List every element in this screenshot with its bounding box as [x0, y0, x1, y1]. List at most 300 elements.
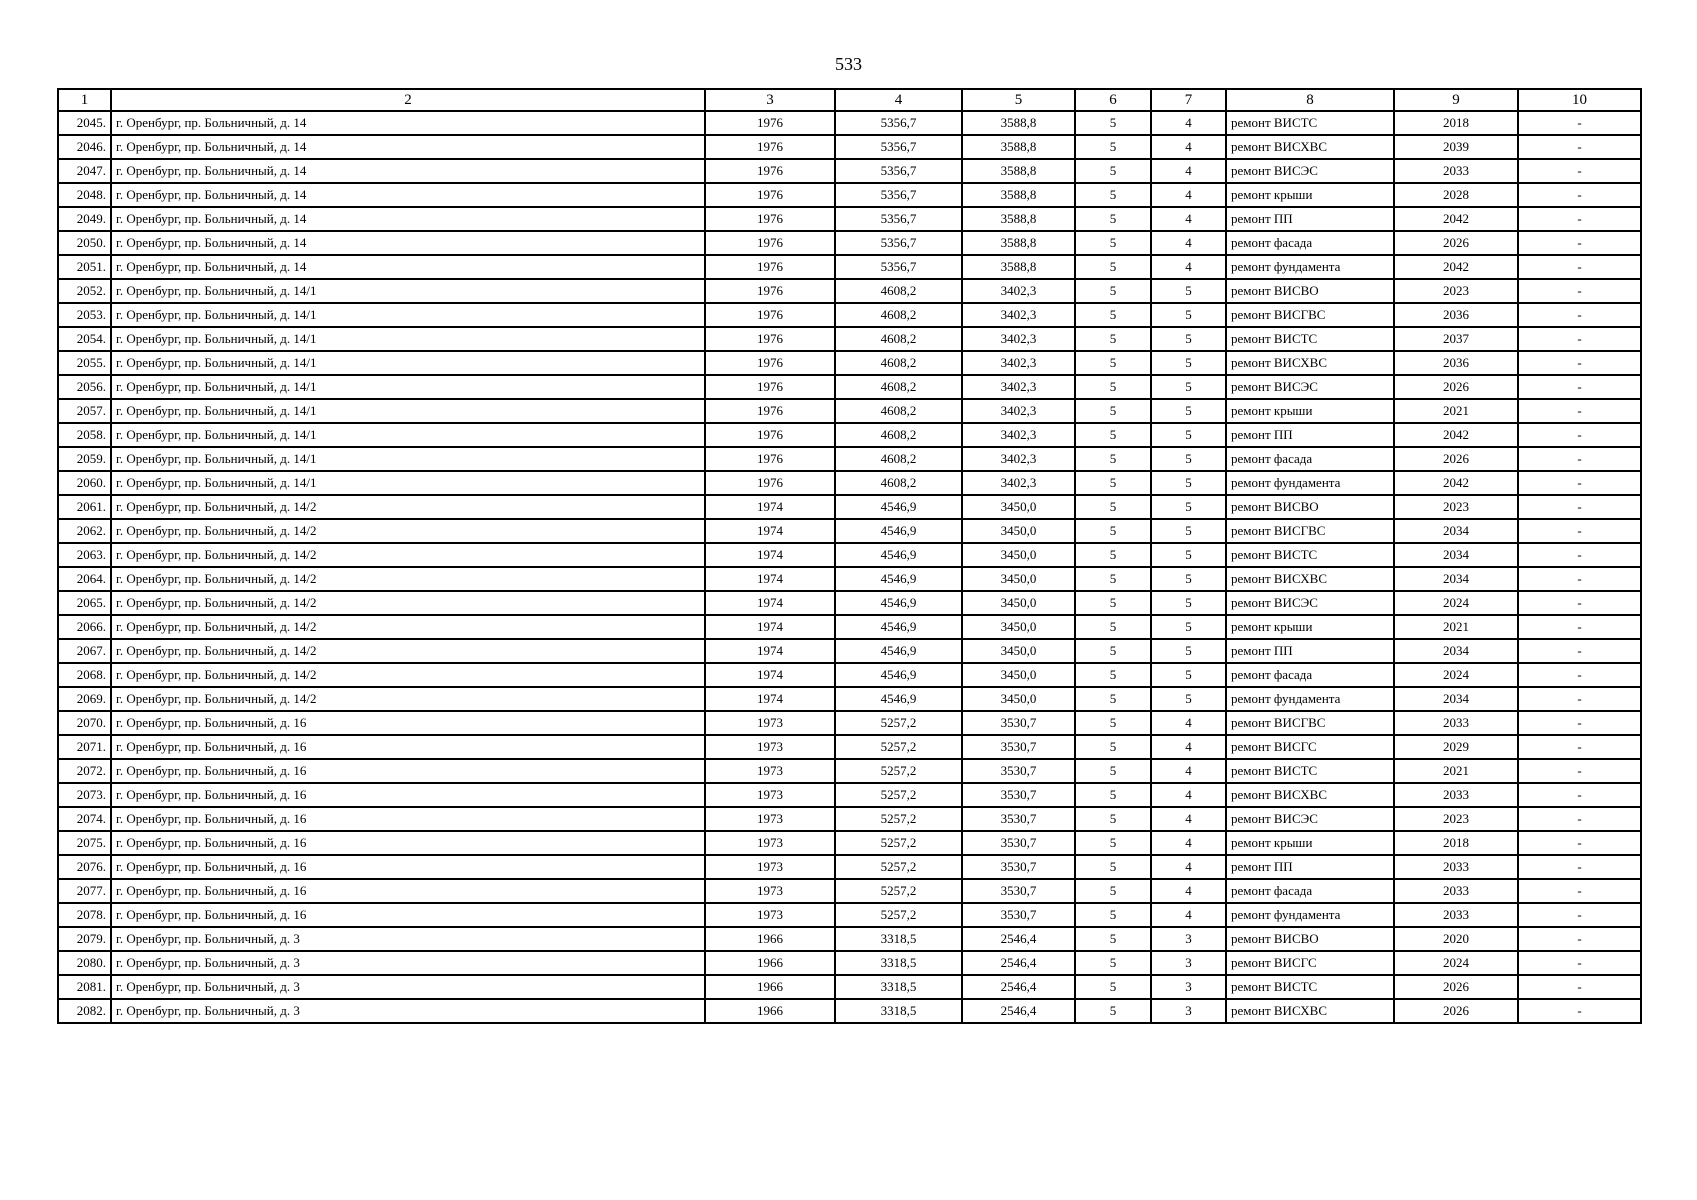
cell-year-built: 1974 [705, 663, 835, 687]
cell-entrances: 5 [1151, 447, 1226, 471]
cell-living-area: 3450,0 [962, 567, 1075, 591]
cell-entrances: 5 [1151, 423, 1226, 447]
cell-row-number: 2080. [58, 951, 111, 975]
cell-year-built: 1966 [705, 975, 835, 999]
cell-living-area: 2546,4 [962, 951, 1075, 975]
cell-floors: 5 [1075, 159, 1151, 183]
cell-living-area: 3530,7 [962, 759, 1075, 783]
cell-row-number: 2049. [58, 207, 111, 231]
cell-year-built: 1976 [705, 183, 835, 207]
cell-floors: 5 [1075, 639, 1151, 663]
table-row [58, 447, 1641, 471]
cell-living-area: 3530,7 [962, 855, 1075, 879]
cell-floors: 5 [1075, 543, 1151, 567]
cell-year-built: 1974 [705, 519, 835, 543]
cell-work-type: ремонт ПП [1226, 423, 1394, 447]
table-row [58, 903, 1641, 927]
cell-year-built: 1976 [705, 399, 835, 423]
cell-address: г. Оренбург, пр. Больничный, д. 3 [111, 927, 705, 951]
cell-entrances: 3 [1151, 927, 1226, 951]
cell-planned-year: 2039 [1394, 135, 1518, 159]
cell-total-area: 4608,2 [835, 375, 962, 399]
cell-year-built: 1976 [705, 471, 835, 495]
cell-row-number: 2058. [58, 423, 111, 447]
cell-floors: 5 [1075, 231, 1151, 255]
cell-floors: 5 [1075, 567, 1151, 591]
cell-note: - [1518, 855, 1641, 879]
table-row [58, 471, 1641, 495]
cell-work-type: ремонт фасада [1226, 447, 1394, 471]
cell-year-built: 1976 [705, 375, 835, 399]
table-row [58, 855, 1641, 879]
cell-floors: 5 [1075, 975, 1151, 999]
cell-planned-year: 2026 [1394, 447, 1518, 471]
cell-note: - [1518, 495, 1641, 519]
cell-work-type: ремонт ВИСЭС [1226, 375, 1394, 399]
cell-year-built: 1974 [705, 615, 835, 639]
cell-address: г. Оренбург, пр. Больничный, д. 16 [111, 879, 705, 903]
cell-living-area: 3588,8 [962, 207, 1075, 231]
cell-row-number: 2073. [58, 783, 111, 807]
cell-entrances: 3 [1151, 975, 1226, 999]
cell-entrances: 5 [1151, 687, 1226, 711]
cell-planned-year: 2021 [1394, 615, 1518, 639]
cell-planned-year: 2036 [1394, 351, 1518, 375]
cell-floors: 5 [1075, 255, 1151, 279]
cell-floors: 5 [1075, 903, 1151, 927]
cell-planned-year: 2036 [1394, 303, 1518, 327]
cell-year-built: 1976 [705, 423, 835, 447]
table-row [58, 663, 1641, 687]
cell-row-number: 2082. [58, 999, 111, 1023]
cell-total-area: 4608,2 [835, 399, 962, 423]
cell-planned-year: 2026 [1394, 975, 1518, 999]
cell-year-built: 1976 [705, 327, 835, 351]
cell-note: - [1518, 591, 1641, 615]
cell-year-built: 1973 [705, 807, 835, 831]
cell-note: - [1518, 111, 1641, 135]
cell-floors: 5 [1075, 807, 1151, 831]
cell-living-area: 3402,3 [962, 423, 1075, 447]
cell-entrances: 5 [1151, 567, 1226, 591]
cell-address: г. Оренбург, пр. Больничный, д. 14 [111, 231, 705, 255]
cell-floors: 5 [1075, 423, 1151, 447]
cell-address: г. Оренбург, пр. Больничный, д. 16 [111, 903, 705, 927]
cell-total-area: 3318,5 [835, 975, 962, 999]
cell-total-area: 4546,9 [835, 615, 962, 639]
cell-total-area: 4608,2 [835, 471, 962, 495]
cell-living-area: 3588,8 [962, 159, 1075, 183]
cell-living-area: 3402,3 [962, 327, 1075, 351]
cell-living-area: 3402,3 [962, 375, 1075, 399]
cell-work-type: ремонт крыши [1226, 183, 1394, 207]
cell-total-area: 5257,2 [835, 855, 962, 879]
cell-note: - [1518, 639, 1641, 663]
cell-year-built: 1976 [705, 303, 835, 327]
cell-row-number: 2061. [58, 495, 111, 519]
cell-note: - [1518, 279, 1641, 303]
column-header-2: 2 [111, 89, 705, 111]
cell-total-area: 3318,5 [835, 999, 962, 1023]
cell-note: - [1518, 231, 1641, 255]
cell-floors: 5 [1075, 927, 1151, 951]
cell-note: - [1518, 711, 1641, 735]
cell-entrances: 5 [1151, 495, 1226, 519]
table-row [58, 327, 1641, 351]
cell-planned-year: 2026 [1394, 999, 1518, 1023]
cell-address: г. Оренбург, пр. Больничный, д. 3 [111, 975, 705, 999]
cell-work-type: ремонт ВИСХВС [1226, 567, 1394, 591]
cell-address: г. Оренбург, пр. Больничный, д. 14/1 [111, 279, 705, 303]
cell-total-area: 4546,9 [835, 663, 962, 687]
cell-floors: 5 [1075, 615, 1151, 639]
cell-address: г. Оренбург, пр. Больничный, д. 14/2 [111, 687, 705, 711]
cell-planned-year: 2033 [1394, 879, 1518, 903]
cell-planned-year: 2037 [1394, 327, 1518, 351]
cell-total-area: 5356,7 [835, 231, 962, 255]
cell-note: - [1518, 447, 1641, 471]
cell-row-number: 2079. [58, 927, 111, 951]
cell-living-area: 2546,4 [962, 975, 1075, 999]
cell-total-area: 4546,9 [835, 543, 962, 567]
table-header [58, 89, 1641, 111]
cell-floors: 5 [1075, 279, 1151, 303]
table-row [58, 543, 1641, 567]
column-header-9: 9 [1394, 89, 1518, 111]
cell-row-number: 2076. [58, 855, 111, 879]
cell-planned-year: 2042 [1394, 207, 1518, 231]
cell-planned-year: 2024 [1394, 591, 1518, 615]
column-header-1: 1 [58, 89, 111, 111]
cell-row-number: 2054. [58, 327, 111, 351]
cell-note: - [1518, 807, 1641, 831]
table-row [58, 231, 1641, 255]
cell-row-number: 2047. [58, 159, 111, 183]
cell-row-number: 2074. [58, 807, 111, 831]
table-row [58, 591, 1641, 615]
cell-total-area: 5257,2 [835, 903, 962, 927]
cell-address: г. Оренбург, пр. Больничный, д. 14 [111, 207, 705, 231]
cell-year-built: 1976 [705, 279, 835, 303]
cell-living-area: 3402,3 [962, 303, 1075, 327]
cell-planned-year: 2020 [1394, 927, 1518, 951]
cell-address: г. Оренбург, пр. Больничный, д. 14/2 [111, 543, 705, 567]
cell-planned-year: 2042 [1394, 255, 1518, 279]
cell-entrances: 4 [1151, 735, 1226, 759]
cell-total-area: 4546,9 [835, 519, 962, 543]
cell-year-built: 1973 [705, 759, 835, 783]
cell-year-built: 1973 [705, 903, 835, 927]
table-row [58, 687, 1641, 711]
cell-total-area: 4546,9 [835, 495, 962, 519]
cell-note: - [1518, 759, 1641, 783]
cell-living-area: 3450,0 [962, 663, 1075, 687]
table-row [58, 783, 1641, 807]
cell-row-number: 2066. [58, 615, 111, 639]
cell-entrances: 5 [1151, 399, 1226, 423]
table-row [58, 375, 1641, 399]
cell-total-area: 5356,7 [835, 159, 962, 183]
cell-total-area: 3318,5 [835, 927, 962, 951]
cell-work-type: ремонт ВИСГС [1226, 735, 1394, 759]
cell-address: г. Оренбург, пр. Больничный, д. 16 [111, 711, 705, 735]
cell-note: - [1518, 327, 1641, 351]
cell-planned-year: 2033 [1394, 159, 1518, 183]
cell-year-built: 1966 [705, 999, 835, 1023]
cell-row-number: 2056. [58, 375, 111, 399]
cell-year-built: 1966 [705, 951, 835, 975]
cell-year-built: 1974 [705, 567, 835, 591]
cell-total-area: 4608,2 [835, 327, 962, 351]
cell-planned-year: 2034 [1394, 639, 1518, 663]
cell-work-type: ремонт ВИСЭС [1226, 591, 1394, 615]
table-body [58, 111, 1641, 1023]
cell-living-area: 3530,7 [962, 783, 1075, 807]
cell-row-number: 2045. [58, 111, 111, 135]
cell-year-built: 1976 [705, 231, 835, 255]
cell-floors: 5 [1075, 855, 1151, 879]
cell-entrances: 4 [1151, 255, 1226, 279]
cell-note: - [1518, 423, 1641, 447]
cell-year-built: 1976 [705, 111, 835, 135]
cell-address: г. Оренбург, пр. Больничный, д. 14 [111, 255, 705, 279]
cell-floors: 5 [1075, 447, 1151, 471]
cell-note: - [1518, 615, 1641, 639]
cell-planned-year: 2021 [1394, 759, 1518, 783]
cell-total-area: 5356,7 [835, 111, 962, 135]
cell-entrances: 4 [1151, 759, 1226, 783]
cell-living-area: 3402,3 [962, 351, 1075, 375]
cell-total-area: 5257,2 [835, 831, 962, 855]
cell-total-area: 4546,9 [835, 591, 962, 615]
cell-address: г. Оренбург, пр. Больничный, д. 14/1 [111, 447, 705, 471]
cell-living-area: 3530,7 [962, 807, 1075, 831]
table-row [58, 879, 1641, 903]
cell-row-number: 2078. [58, 903, 111, 927]
cell-work-type: ремонт ВИСТС [1226, 111, 1394, 135]
cell-row-number: 2067. [58, 639, 111, 663]
cell-address: г. Оренбург, пр. Больничный, д. 16 [111, 783, 705, 807]
cell-work-type: ремонт ВИСХВС [1226, 351, 1394, 375]
cell-work-type: ремонт ВИСГС [1226, 951, 1394, 975]
table-row [58, 759, 1641, 783]
cell-work-type: ремонт фундамента [1226, 903, 1394, 927]
cell-living-area: 3450,0 [962, 615, 1075, 639]
cell-planned-year: 2018 [1394, 111, 1518, 135]
cell-planned-year: 2042 [1394, 471, 1518, 495]
cell-address: г. Оренбург, пр. Больничный, д. 14/2 [111, 495, 705, 519]
cell-row-number: 2075. [58, 831, 111, 855]
cell-entrances: 4 [1151, 783, 1226, 807]
cell-address: г. Оренбург, пр. Больничный, д. 14/1 [111, 423, 705, 447]
table-row [58, 711, 1641, 735]
cell-note: - [1518, 975, 1641, 999]
cell-entrances: 4 [1151, 903, 1226, 927]
cell-floors: 5 [1075, 111, 1151, 135]
cell-living-area: 3530,7 [962, 711, 1075, 735]
cell-row-number: 2064. [58, 567, 111, 591]
cell-work-type: ремонт крыши [1226, 615, 1394, 639]
table-row [58, 399, 1641, 423]
cell-address: г. Оренбург, пр. Больничный, д. 14/2 [111, 519, 705, 543]
cell-living-area: 3530,7 [962, 831, 1075, 855]
cell-total-area: 4608,2 [835, 279, 962, 303]
cell-year-built: 1976 [705, 351, 835, 375]
cell-year-built: 1974 [705, 495, 835, 519]
cell-living-area: 3450,0 [962, 639, 1075, 663]
cell-total-area: 5257,2 [835, 807, 962, 831]
cell-work-type: ремонт фундамента [1226, 687, 1394, 711]
column-header-5: 5 [962, 89, 1075, 111]
cell-planned-year: 2029 [1394, 735, 1518, 759]
cell-year-built: 1973 [705, 879, 835, 903]
cell-note: - [1518, 183, 1641, 207]
cell-work-type: ремонт ВИСХВС [1226, 135, 1394, 159]
cell-total-area: 5257,2 [835, 879, 962, 903]
cell-work-type: ремонт ВИСГВС [1226, 303, 1394, 327]
cell-living-area: 3588,8 [962, 231, 1075, 255]
cell-row-number: 2068. [58, 663, 111, 687]
cell-floors: 5 [1075, 831, 1151, 855]
cell-living-area: 3530,7 [962, 879, 1075, 903]
column-header-8: 8 [1226, 89, 1394, 111]
cell-work-type: ремонт ВИСХВС [1226, 999, 1394, 1023]
cell-year-built: 1966 [705, 927, 835, 951]
cell-planned-year: 2034 [1394, 687, 1518, 711]
cell-floors: 5 [1075, 879, 1151, 903]
table-row [58, 207, 1641, 231]
cell-year-built: 1976 [705, 135, 835, 159]
cell-floors: 5 [1075, 207, 1151, 231]
cell-address: г. Оренбург, пр. Больничный, д. 16 [111, 855, 705, 879]
cell-address: г. Оренбург, пр. Больничный, д. 14/1 [111, 375, 705, 399]
cell-work-type: ремонт крыши [1226, 399, 1394, 423]
cell-entrances: 5 [1151, 591, 1226, 615]
cell-year-built: 1973 [705, 735, 835, 759]
cell-address: г. Оренбург, пр. Больничный, д. 16 [111, 831, 705, 855]
cell-note: - [1518, 903, 1641, 927]
cell-address: г. Оренбург, пр. Больничный, д. 14/2 [111, 591, 705, 615]
cell-living-area: 3450,0 [962, 687, 1075, 711]
table-row [58, 639, 1641, 663]
cell-planned-year: 2028 [1394, 183, 1518, 207]
cell-planned-year: 2033 [1394, 711, 1518, 735]
table-row [58, 615, 1641, 639]
cell-row-number: 2070. [58, 711, 111, 735]
cell-planned-year: 2034 [1394, 519, 1518, 543]
cell-note: - [1518, 303, 1641, 327]
table-row [58, 831, 1641, 855]
cell-row-number: 2077. [58, 879, 111, 903]
cell-year-built: 1974 [705, 543, 835, 567]
cell-work-type: ремонт ВИСВО [1226, 927, 1394, 951]
cell-address: г. Оренбург, пр. Больничный, д. 14/1 [111, 399, 705, 423]
cell-work-type: ремонт ВИСВО [1226, 495, 1394, 519]
cell-floors: 5 [1075, 519, 1151, 543]
cell-total-area: 5257,2 [835, 759, 962, 783]
cell-note: - [1518, 687, 1641, 711]
cell-living-area: 3588,8 [962, 135, 1075, 159]
cell-work-type: ремонт ВИСТС [1226, 759, 1394, 783]
cell-floors: 5 [1075, 663, 1151, 687]
cell-year-built: 1973 [705, 855, 835, 879]
cell-address: г. Оренбург, пр. Больничный, д. 16 [111, 759, 705, 783]
cell-year-built: 1976 [705, 255, 835, 279]
cell-work-type: ремонт фасада [1226, 231, 1394, 255]
cell-note: - [1518, 351, 1641, 375]
cell-year-built: 1976 [705, 159, 835, 183]
page-number: 533 [835, 54, 862, 74]
cell-address: г. Оренбург, пр. Больничный, д. 14 [111, 111, 705, 135]
cell-note: - [1518, 543, 1641, 567]
cell-row-number: 2065. [58, 591, 111, 615]
cell-entrances: 4 [1151, 183, 1226, 207]
cell-entrances: 5 [1151, 303, 1226, 327]
cell-work-type: ремонт ПП [1226, 207, 1394, 231]
cell-note: - [1518, 471, 1641, 495]
cell-note: - [1518, 519, 1641, 543]
cell-work-type: ремонт фундамента [1226, 255, 1394, 279]
cell-floors: 5 [1075, 999, 1151, 1023]
cell-note: - [1518, 375, 1641, 399]
cell-entrances: 4 [1151, 711, 1226, 735]
cell-living-area: 3450,0 [962, 495, 1075, 519]
cell-work-type: ремонт ПП [1226, 639, 1394, 663]
cell-floors: 5 [1075, 735, 1151, 759]
cell-entrances: 5 [1151, 615, 1226, 639]
cell-year-built: 1973 [705, 711, 835, 735]
cell-work-type: ремонт фасада [1226, 879, 1394, 903]
cell-work-type: ремонт ВИСВО [1226, 279, 1394, 303]
cell-note: - [1518, 999, 1641, 1023]
cell-living-area: 3450,0 [962, 519, 1075, 543]
cell-work-type: ремонт ПП [1226, 855, 1394, 879]
cell-entrances: 5 [1151, 327, 1226, 351]
cell-row-number: 2052. [58, 279, 111, 303]
column-header-10: 10 [1518, 89, 1641, 111]
table-row [58, 951, 1641, 975]
cell-entrances: 4 [1151, 807, 1226, 831]
cell-note: - [1518, 207, 1641, 231]
cell-living-area: 3402,3 [962, 399, 1075, 423]
cell-floors: 5 [1075, 351, 1151, 375]
cell-total-area: 4546,9 [835, 687, 962, 711]
cell-living-area: 3530,7 [962, 903, 1075, 927]
cell-living-area: 3530,7 [962, 735, 1075, 759]
cell-floors: 5 [1075, 591, 1151, 615]
cell-row-number: 2059. [58, 447, 111, 471]
table-row [58, 495, 1641, 519]
cell-total-area: 4608,2 [835, 447, 962, 471]
cell-planned-year: 2034 [1394, 543, 1518, 567]
cell-address: г. Оренбург, пр. Больничный, д. 14/2 [111, 663, 705, 687]
cell-address: г. Оренбург, пр. Больничный, д. 14 [111, 159, 705, 183]
cell-note: - [1518, 831, 1641, 855]
cell-row-number: 2071. [58, 735, 111, 759]
cell-entrances: 4 [1151, 111, 1226, 135]
cell-address: г. Оренбург, пр. Больничный, д. 16 [111, 807, 705, 831]
table-row [58, 519, 1641, 543]
cell-row-number: 2053. [58, 303, 111, 327]
cell-note: - [1518, 927, 1641, 951]
cell-row-number: 2063. [58, 543, 111, 567]
table-row [58, 975, 1641, 999]
cell-planned-year: 2024 [1394, 951, 1518, 975]
cell-note: - [1518, 135, 1641, 159]
cell-row-number: 2051. [58, 255, 111, 279]
cell-planned-year: 2023 [1394, 495, 1518, 519]
cell-entrances: 4 [1151, 135, 1226, 159]
